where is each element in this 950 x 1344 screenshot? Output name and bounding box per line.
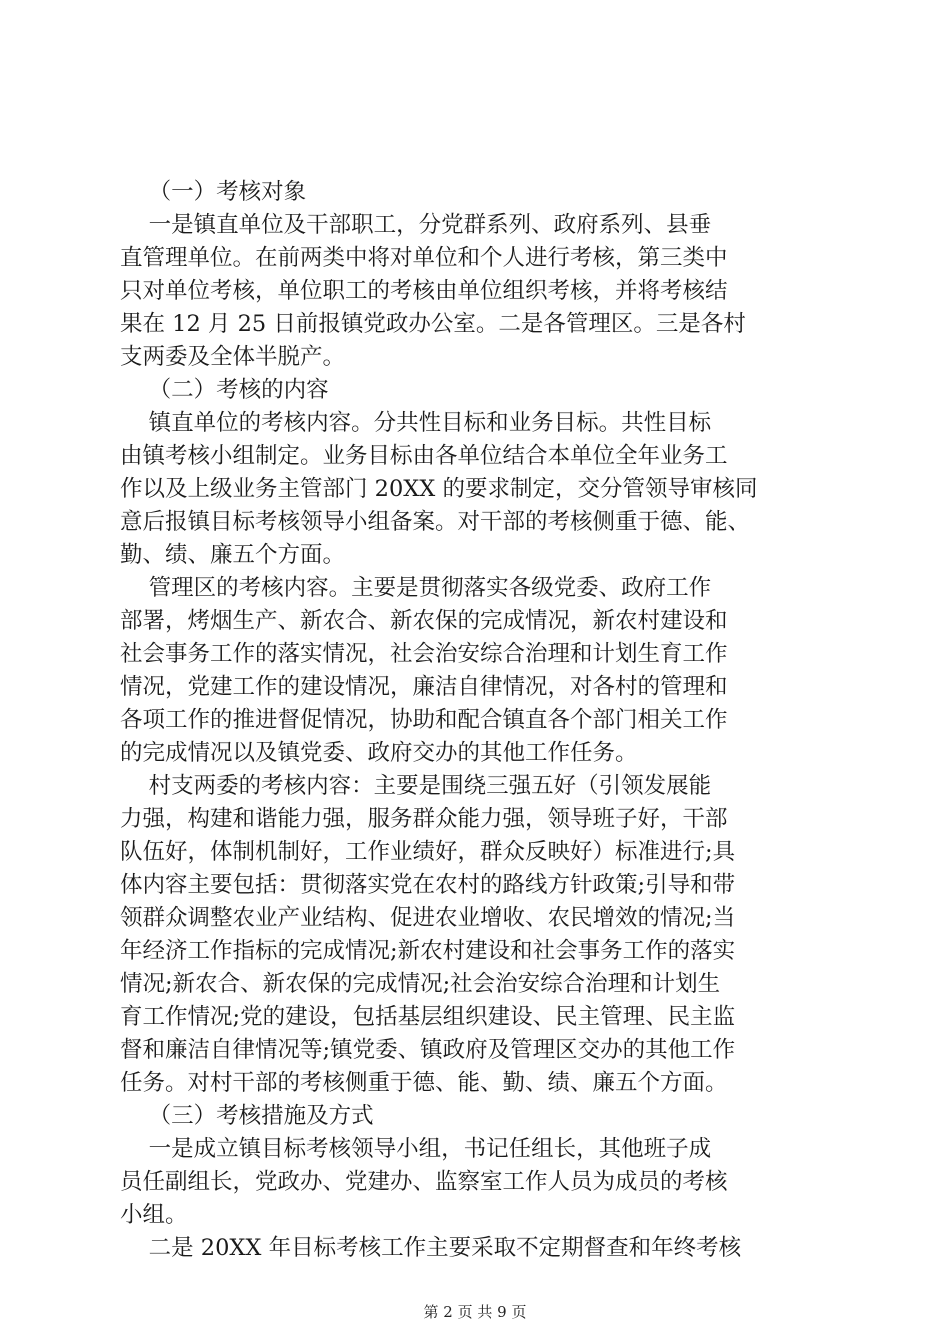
text-line: （一）考核对象 bbox=[120, 179, 307, 205]
text-line: 支两委及全体半脱产。 bbox=[120, 344, 346, 370]
text-line: 领群众调整农业产业结构、促进农业增收、农民增效的情况;当 bbox=[120, 905, 736, 931]
text-line: 果在 12 月 25 日前报镇党政办公室。二是各管理区。三是各村 bbox=[120, 311, 746, 337]
text-line: 村支两委的考核内容：主要是围绕三强五好（引领发展能 bbox=[120, 773, 712, 799]
text-line: 勤、绩、廉五个方面。 bbox=[120, 542, 346, 568]
text-line: 各项工作的推进督促情况，协助和配合镇直各个部门相关工作 bbox=[120, 707, 728, 733]
text-line: 二是 20XX 年目标考核工作主要采取不定期督查和年终考核 bbox=[120, 1235, 742, 1261]
text-line: 只对单位考核，单位职工的考核由单位组织考核，并将考核结 bbox=[120, 278, 728, 304]
text-line: 部署，烤烟生产、新农合、新农保的完成情况，新农村建设和 bbox=[120, 608, 728, 634]
document-body bbox=[120, 176, 832, 1265]
text-line: 意后报镇目标考核领导小组备案。对干部的考核侧重于德、能、 bbox=[120, 509, 751, 535]
text-line: 任务。对村干部的考核侧重于德、能、勤、绩、廉五个方面。 bbox=[120, 1070, 728, 1096]
text-line: 力强，构建和谐能力强，服务群众能力强，领导班子好，干部 bbox=[120, 806, 728, 832]
text-line: 年经济工作指标的完成情况;新农村建设和社会事务工作的落实 bbox=[120, 938, 736, 964]
text-line: （三）考核措施及方式 bbox=[120, 1103, 374, 1129]
text-line: 体内容主要包括：贯彻落实党在农村的路线方针政策;引导和带 bbox=[120, 872, 736, 898]
page-footer: 第 2 页 共 9 页 bbox=[423, 1303, 527, 1321]
text-line: 一是镇直单位及干部职工，分党群系列、政府系列、县垂 bbox=[120, 212, 712, 238]
text-line: 由镇考核小组制定。业务目标由各单位结合本单位全年业务工 bbox=[120, 443, 728, 469]
text-line: 育工作情况;党的建设，包括基层组织建设、民主管理、民主监 bbox=[120, 1004, 736, 1030]
text-line: 作以及上级业务主管部门 20XX 的要求制定，交分管领导审核同 bbox=[120, 476, 758, 502]
text-line: 社会事务工作的落实情况，社会治安综合治理和计划生育工作 bbox=[120, 641, 728, 667]
text-line: 情况;新农合、新农保的完成情况;社会治安综合治理和计划生 bbox=[120, 971, 721, 997]
text-line: 情况，党建工作的建设情况，廉洁自律情况，对各村的管理和 bbox=[120, 674, 728, 700]
text-line: （二）考核的内容 bbox=[120, 377, 329, 403]
text-line: 一是成立镇目标考核领导小组，书记任组长，其他班子成 bbox=[120, 1136, 712, 1162]
text-line: 员任副组长，党政办、党建办、监察室工作人员为成员的考核 bbox=[120, 1169, 728, 1195]
text-line: 队伍好，体制机制好，工作业绩好，群众反映好）标准进行;具 bbox=[120, 839, 736, 865]
text-line: 管理区的考核内容。主要是贯彻落实各级党委、政府工作 bbox=[120, 575, 712, 601]
text-line: 督和廉洁自律情况等;镇党委、镇政府及管理区交办的其他工作 bbox=[120, 1037, 736, 1063]
text-line: 直管理单位。在前两类中将对单位和个人进行考核，第三类中 bbox=[120, 245, 728, 271]
text-line: 镇直单位的考核内容。分共性目标和业务目标。共性目标 bbox=[120, 410, 712, 436]
text-line: 小组。 bbox=[120, 1202, 188, 1228]
text-line: 的完成情况以及镇党委、政府交办的其他工作任务。 bbox=[120, 740, 638, 766]
